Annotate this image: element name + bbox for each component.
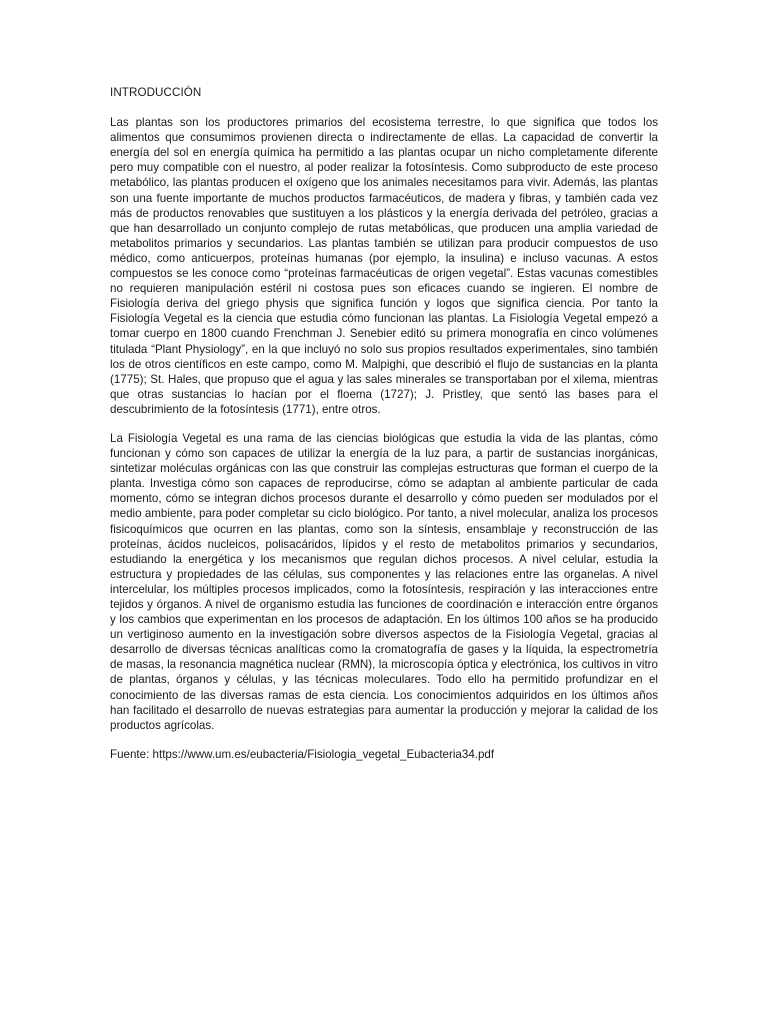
document-page xyxy=(110,85,658,762)
paragraph-fisiologia-vegetal: La Fisiología Vegetal es una rama de las ciencias biológicas que estudia la vida de las plantas, cómo funcionan y cómo son capaces de utilizar la energía de la luz para, a partir de sustancias inorgánicas, sintetizar moléculas orgánicas con las que construir las complejas estructuras que forman el cuerpo de la planta. Investiga cómo son capaces de reproducirse, cómo se adaptan al ambiente particular de cada momento, cómo se integran dichos procesos durante el desarrollo y cómo pueden ser modulados por el medio ambiente, para poder completar su ciclo biológico. Por tanto, a nivel molecular, analiza los procesos fisicoquímicos que ocurren en las plantas, como son la síntesis, ensamblaje y reconstrucción de las proteínas, ácidos nucleicos, polisacáridos, lípidos y el resto de metabolitos primarios y secundarios, estudiando la energética y los mecanismos que regulan dichos procesos. A nivel celular, estudia la estructura y propiedades de las células, sus componentes y las relaciones entre las organelas. A nivel intercelular, los múltiples procesos implicados, como la fotosíntesis, respiración y las interacciones entre tejidos y órganos. A nivel de organismo estudia las funciones de coordinación e interacción entre órganos y los cambios que experimentan en los procesos de adaptación. En los últimos 100 años se ha producido un vertiginoso aumento en la investigación sobre diversos aspectos de la Fisiología Vegetal, gracias al desarrollo de diversas técnicas analíticas como la cromatografía de gases y la líquida, la espectrometría de masas, la resonancia magnética nuclear (RMN), la microscopía óptica y electrónica, los cultivos in vitro de plantas, órganos y células, y las técnicas moleculares. Todo ello ha permitido profundizar en el conocimiento de las diversas ramas de esta ciencia. Los conocimientos adquiridos en los últimos años han facilitado el desarrollo de nuevas estrategias para aumentar la producción y mejorar la calidad de los productos agrícolas. xyxy=(110,431,658,732)
document-heading: INTRODUCCIÓN xyxy=(110,86,202,99)
source-citation: Fuente: https://www.um.es/eubacteria/Fisiologia_vegetal_Eubacteria34.pdf xyxy=(110,747,495,761)
paragraph-introduction: Las plantas son los productores primarios del ecosistema terrestre, lo que significa que todos los alimentos que consumimos provienen directa o indirectamente de ellas. La capacidad de convertir la energía del sol en energía química ha permitido a las plantas ocupar un nicho completamente diferente pero muy compatible con el nuestro, al poder realizar la fotosíntesis. Como subproducto de este proceso metabólico, las plantas producen el oxígeno que los animales necesitamos para vivir. Además, las plantas son una fuente importante de muchos productos farmacéuticos, de madera y fibras, y también cada vez más de productos renovables que sustituyen a los plásticos y la energía derivada del petróleo, gracias a que han desarrollado un conjunto complejo de rutas metabólicas, que producen una amplia variedad de metabolitos primarios y secundarios. Las plantas también se utilizan para producir compuestos de uso médico, como anticuerpos, proteínas humanas (por ejemplo, la insulina) e incluso vacunas. A estos compuestos se les conoce como “proteínas farmacéuticas de origen vegetal”. Estas vacunas comestibles no requieren manipulación estéril ni costosa pues son eficaces cuando se ingieren. El nombre de Fisiología deriva del griego physis que significa función y logos que significa ciencia. Por tanto la Fisiología Vegetal es la ciencia que estudia cómo funcionan las plantas. La Fisiología Vegetal empezó a tomar cuerpo en 1800 cuando Frenchman J. Senebier editó su primera monografía en cinco volúmenes titulada “Plant Physiology”, en la que incluyó no solo sus propios resultados experimentales, sino también los de otros científicos en este campo, como M. Malpighi, que describió el flujo de sustancias en la planta (1775); St. Hales, que propuso que el agua y las sales minerales se transportaban por el xilema, mientras que otras sustancias lo hacían por el floema (1727); J. Pristley, que sentó las bases para el descubrimiento de la fotosíntesis (1771), entre otros. xyxy=(110,116,658,416)
